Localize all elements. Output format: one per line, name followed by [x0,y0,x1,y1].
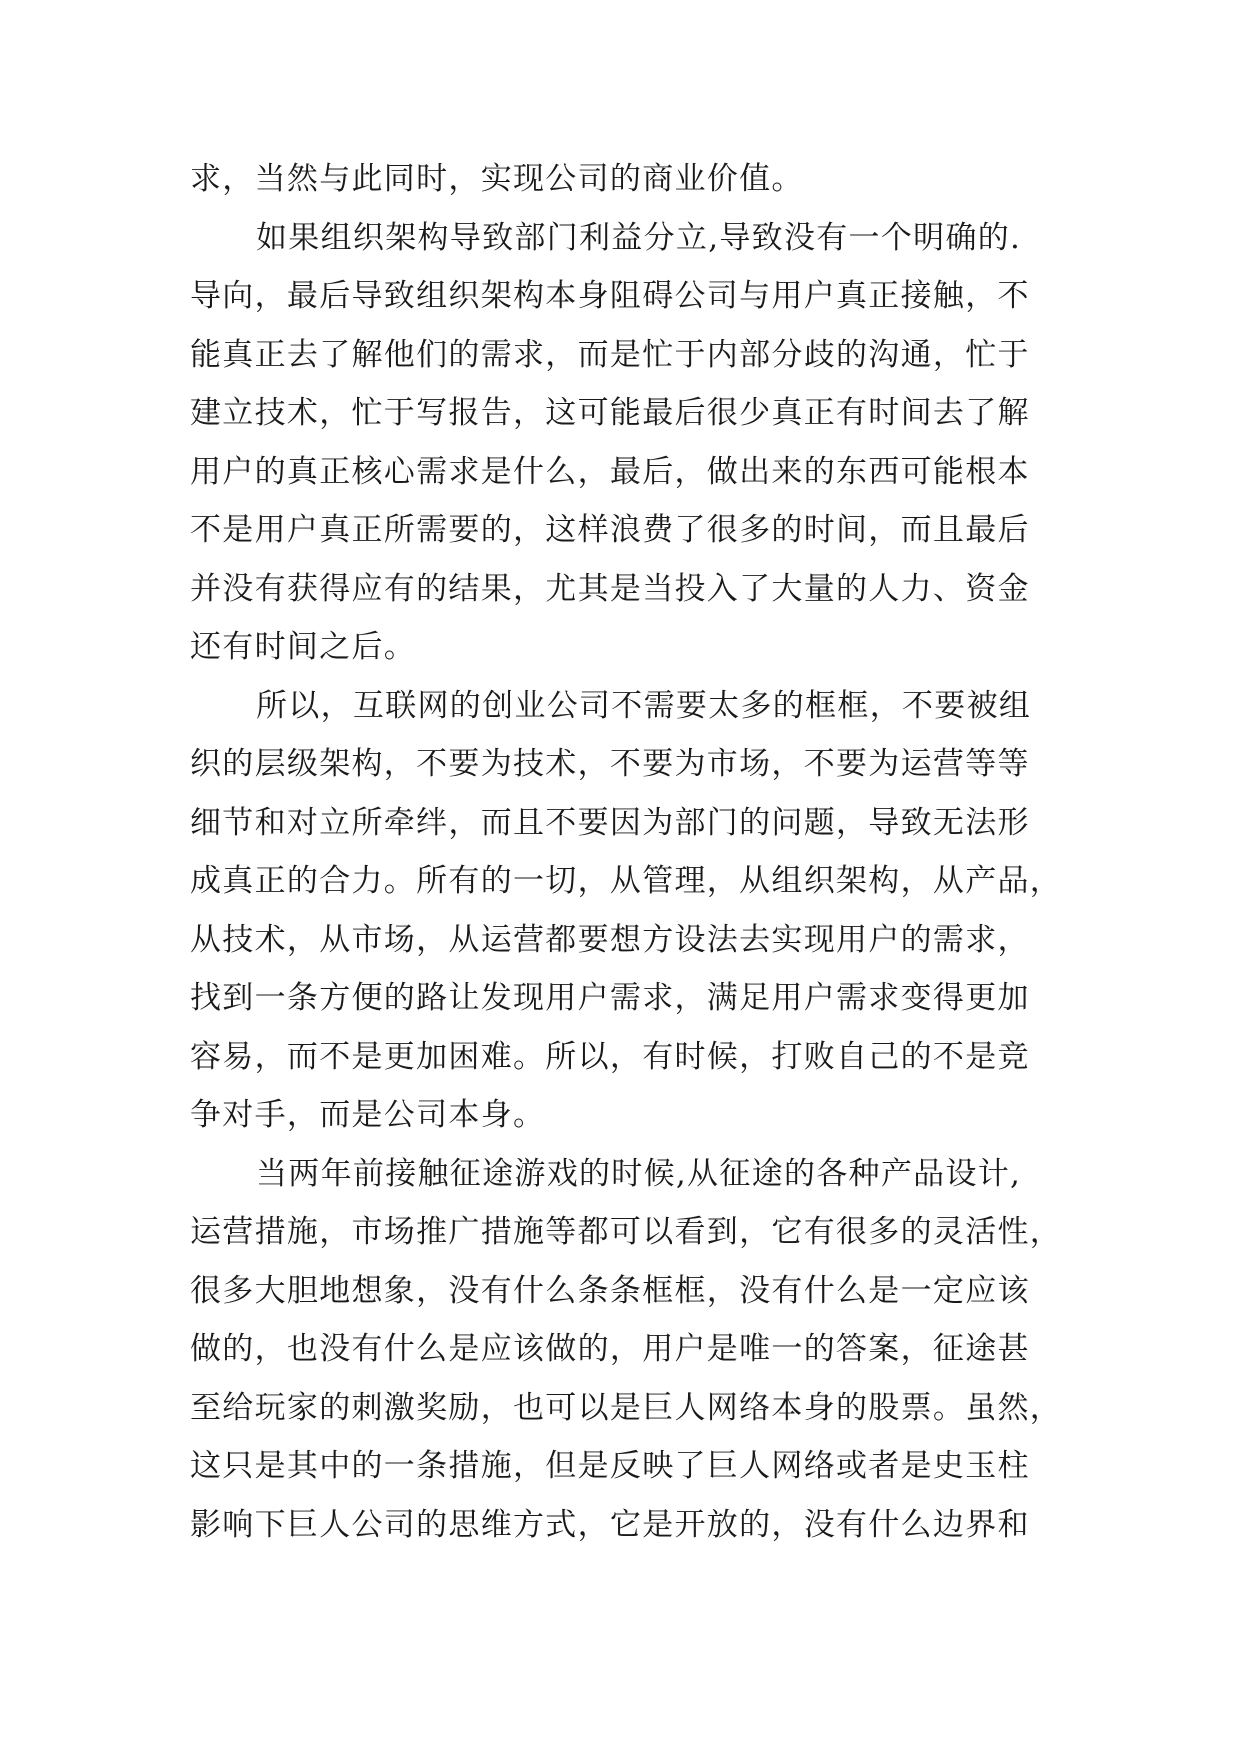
text-line: 并没有获得应有的结果，尤其是当投入了大量的人力、资金 [190,570,1030,607]
text-line: 建立技术，忙于写报告，这可能最后很少真正有时间去了解 [190,395,1030,431]
text-line: 还有时间之后。 [190,629,417,665]
text-line: 不是用户真正所需要的，这样浪费了很多的时间，而且最后 [190,512,1030,548]
text-line: 成真正的合力。所有的一切，从管理，从组织架构，从产品， [190,863,1063,899]
text-line: 能真正去了解他们的需求，而是忙于内部分歧的沟通，忙于 [190,336,1030,373]
text-line: 找到一条方便的路让发现用户需求，满足用户需求变得更加 [190,980,1030,1016]
text-line: 用户的真正核心需求是什么，最后，做出来的东西可能根本 [190,453,1030,490]
text-line: 导向，最后导致组织架构本身阻碍公司与用户真正接触，不 [190,278,1030,314]
text-line: 这只是其中的一条措施，但是反映了巨人网络或者是史玉柱 [190,1448,1030,1484]
text-line: 运营措施，市场推广措施等都可以看到，它有很多的灵活性， [190,1214,1063,1250]
text-line: 争对手，而是公司本身。 [190,1097,546,1133]
paragraph-first-line: 所以，互联网的创业公司不需要太多的框框，不要被组 [256,687,1032,724]
text-line: 影响下巨人公司的思维方式，它是开放的，没有什么边界和 [190,1506,1030,1543]
text-line: 从技术，从市场，从运营都要想方设法去实现用户的需求， [190,921,1030,958]
text-line: 求，当然与此同时，实现公司的商业价值。 [190,161,804,197]
text-line: 很多大胆地想象，没有什么条条框框，没有什么是一定应该 [190,1272,1030,1309]
text-line: 细节和对立所牵绊，而且不要因为部门的问题，导致无法形 [190,804,1030,841]
text-line: 做的，也没有什么是应该做的，用户是唯一的答案，征途甚 [190,1331,1030,1367]
paragraph-first-line: 如果组织架构导致部门利益分立,导致没有一个明确的. [256,219,1022,256]
text-line: 织的层级架构，不要为技术，不要为市场，不要为运营等等 [190,746,1030,782]
text-line: 至给玩家的刺激奖励，也可以是巨人网络本身的股票。虽然， [190,1389,1063,1426]
paragraph-first-line: 当两年前接触征途游戏的时候,从征途的各种产品设计, [256,1155,1022,1192]
text-line: 容易，而不是更加困难。所以，有时候，打败自己的不是竞 [190,1038,1030,1075]
body-text [190,150,1063,1554]
